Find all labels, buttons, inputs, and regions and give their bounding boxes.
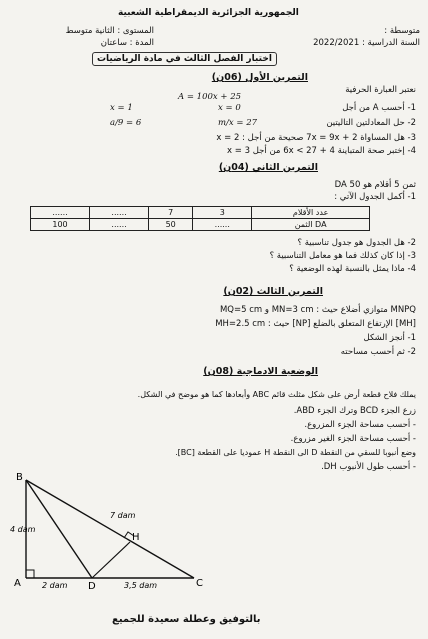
ex4-line1: يملك فلاح قطعة أرض على شكل مثلث قائم ABC وأبعادها كما هو موضح في الشكل.: [137, 390, 416, 399]
table-row-header: عدد الأقلام: [252, 207, 370, 219]
ex1-q2: 2- حل المعادلتين التاليتين: [326, 118, 416, 128]
ex1-q1: 1- أحسب A من أجل: [342, 103, 416, 113]
ex1-title: التمرين الأول (06ن): [211, 72, 308, 83]
ex4-line6: - أحسب طول الأنبوب DH.: [321, 462, 416, 472]
table-row: [31, 207, 370, 219]
ex3-line1: MNPQ متوازي أضلاع حيث : MN=3 cm و MQ=5 cm: [219, 305, 416, 315]
segment-dh: [92, 542, 130, 578]
level-label: المستوى : الثانية متوسط: [65, 26, 154, 36]
dim-bc: 7 dam: [110, 511, 136, 520]
ex2-instruction: 1- أكمل الجدول الآتي :: [334, 192, 416, 202]
table-cell: 100: [31, 219, 90, 231]
point-c-label: C: [196, 578, 203, 589]
ex1-q3: 3- هل المساواة 2 + 7x = 9x صحيحة من أجل : x = 2: [216, 133, 416, 143]
ex1-q1-a: x = 0: [218, 103, 241, 113]
ex2-q2: 2- هل الجدول هو جدول تناسبية ؟: [297, 238, 416, 248]
table-row-header: الثمن DA: [252, 219, 370, 231]
ex1-q4: 4- إختبر صحة المتباينة 4 + 6x < 27 من أجل x = 3: [227, 146, 416, 156]
exam-title: اختبار الفصل الثالث في مادة الرياضيات: [92, 52, 277, 66]
ex2-q4: 4- ماذا يمثل بالنسبة لهذه الوضعية ؟: [289, 264, 416, 274]
ex3-q2: 2- ثم أحسب مساحته: [340, 347, 416, 357]
ex3-line2: [MH] الإرتفاع المتعلق بالضلع [NP] حيث : MH=2.5 cm: [215, 319, 416, 329]
dim-dc: 3,5 dam: [124, 581, 158, 590]
ex4-line4: - أحسب مساحة الجزء الغير مزروع.: [290, 434, 416, 444]
table-cell: 50: [149, 219, 193, 231]
ex1-expression: A = 100x + 25: [178, 92, 242, 102]
ex3-title: التمرين الثالث (02ن): [223, 286, 323, 297]
table-cell: ......: [90, 219, 149, 231]
republic-title: الجمهورية الجزائرية الديمقراطية الشعبية: [118, 8, 299, 18]
point-a-label: A: [14, 578, 21, 589]
dim-ab: 4 dam: [10, 525, 36, 534]
dim-ad: 2 dam: [42, 581, 68, 590]
ex2-table: [30, 206, 370, 231]
ex1-q1-b: x = 1: [110, 103, 133, 113]
ex4-title: الوضعية الادماجية (08ن): [203, 366, 318, 377]
ex1-intro: نعتبر العبارة الحرفية: [345, 85, 416, 95]
ex2-intro: ثمن 5 أقلام هو 50 DA: [334, 180, 416, 190]
segment-bd: [26, 480, 92, 578]
point-d-label: D: [88, 581, 96, 590]
right-angle-a: [26, 570, 34, 578]
ex2-title: التمرين الثاني (04ن): [218, 162, 318, 173]
triangle-figure: [6, 470, 206, 590]
ex1-q2-a: m/x = 27: [218, 118, 258, 128]
year-label: السنة الدراسية : 2022/2021: [313, 38, 420, 48]
table-cell: 3: [193, 207, 252, 219]
side-bc: [26, 480, 194, 578]
table-cell: ......: [193, 219, 252, 231]
ex1-q2-b: a/9 = 6: [110, 118, 142, 128]
school-label: متوسطة :: [384, 26, 420, 36]
point-h-label: H: [132, 532, 140, 543]
table-cell: ......: [90, 207, 149, 219]
point-b-label: B: [16, 472, 23, 483]
ex2-q3: 3- إذا كان كذلك فما هو معامل التناسبية ؟: [269, 251, 416, 261]
table-row: [31, 219, 370, 231]
table-cell: ......: [31, 207, 90, 219]
ex4-line2: زرع الجزء BCD وترك الجزء ABD.: [293, 406, 416, 416]
ex3-q1: 1- أنجز الشكل: [363, 333, 416, 343]
ex4-line5: وضع أنبوبا للسقي من النقطة D الى النقطة H عموديا على القطعة [BC].: [175, 448, 416, 457]
ex4-line3: - أحسب مساحة الجزء المزروع.: [304, 420, 416, 430]
table-cell: 7: [149, 207, 193, 219]
footer-wish: بالتوفيق وعطلة سعيدة للجميع: [112, 614, 261, 625]
duration-label: المدة : ساعتان: [100, 38, 154, 48]
